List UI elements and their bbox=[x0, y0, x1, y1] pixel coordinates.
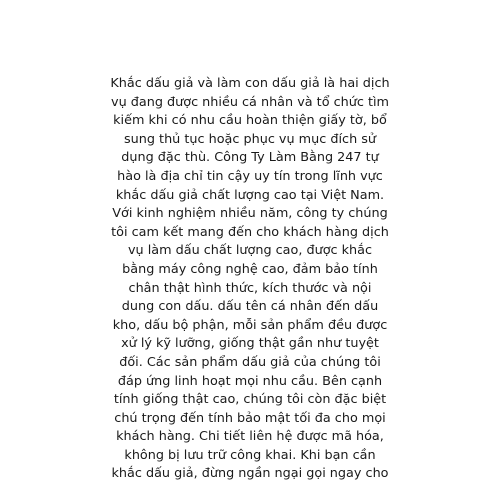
paragraph-line: kho, dấu bộ phận, mỗi sản phẩm đều được bbox=[112, 317, 388, 333]
paragraph-line: đáp ứng linh hoạt mọi nhu cầu. Bên cạnh bbox=[117, 373, 383, 389]
paragraph-line: hào là địa chỉ tin cậy uy tín trong lĩnh vực bbox=[117, 168, 383, 184]
paragraph-line: Khắc dấu giả và làm con dấu giả là hai dịch bbox=[110, 76, 390, 91]
paragraph-line: khách hàng. Chi tiết liên hệ được mã hóa, bbox=[116, 429, 384, 445]
paragraph-line: kiếm khi có nhu cầu hoàn thiện giấy tờ, bổ bbox=[113, 113, 387, 129]
paragraph-line: xử lý kỹ lưỡng, giống thật gần như tuyệt bbox=[121, 336, 379, 352]
body-paragraph bbox=[95, 75, 405, 484]
paragraph-line: vụ làm dấu chất lượng cao, được khắc bbox=[127, 243, 373, 259]
paragraph-line: khắc dấu giả, đừng ngần ngại gọi ngay cho bbox=[111, 466, 389, 482]
paragraph-line: bằng máy công nghệ cao, đảm bảo tính bbox=[122, 261, 378, 277]
paragraph-line: Với kinh nghiệm nhiều năm, công ty chúng bbox=[112, 206, 388, 222]
paragraph-line: khắc dấu giả chất lượng cao tại Việt Nam. bbox=[115, 187, 385, 203]
paragraph-line: tính giống thật cao, chúng tôi còn đặc biệt bbox=[113, 392, 387, 408]
paragraph-line: vụ đang được nhiều cá nhân và tổ chức tìm bbox=[111, 94, 389, 110]
paragraph-line: không bị lưu trữ công khai. Khi bạn cần bbox=[124, 447, 376, 463]
paragraph-line: dụng đặc thù. Công Ty Làm Bằng 247 tự bbox=[121, 150, 379, 166]
paragraph-line: đối. Các sản phẩm dấu giả của chúng tôi bbox=[119, 354, 381, 370]
paragraph-line: dung con dấu. dấu tên cá nhân đến dấu bbox=[121, 299, 379, 315]
paragraph-line: chú trọng đến tính bảo mật tối đa cho mọi bbox=[114, 410, 386, 426]
paragraph-line: tôi cam kết mang đến cho khách hàng dịch bbox=[111, 224, 389, 240]
paragraph-line: sung thủ tục hoặc phục vụ mục đích sử bbox=[123, 131, 377, 147]
paragraph-line: chân thật hình thức, kích thước và nội bbox=[128, 280, 372, 296]
